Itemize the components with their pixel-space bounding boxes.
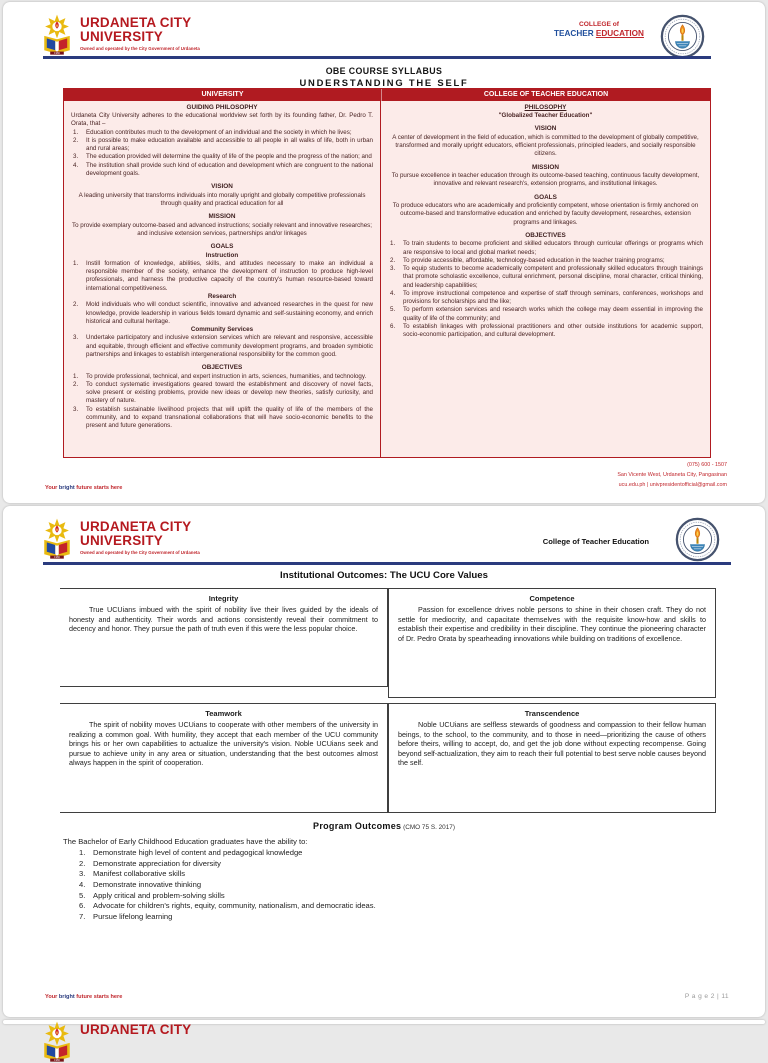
core-value-name: Transcendence <box>524 709 580 718</box>
core-value-text: Noble UCUians are selfless stewards of goodness and compassion to their fellow human beings, to the school, to the community, and to those in need—prioritizing the cause of others before theirs, willing to accept, do, and get the job done without expecting recompense. Going beyond self-actualization, they aim to reach their full potential to best serve noble causes beyond the self. <box>398 719 706 768</box>
list-item: 3. Manifest collaborative skills <box>79 869 186 879</box>
university-logo <box>40 518 200 560</box>
page-3 <box>3 1020 765 1037</box>
program-outcomes-reference: (CMO 75 S. 2017) <box>401 824 455 831</box>
doc-title-line2: UNDERSTANDING THE SELF <box>299 77 469 88</box>
list-item: 5. Apply critical and problem-solving skills <box>79 890 225 900</box>
university-tagline: Owned and operated by the City Government of Urdaneta <box>80 45 200 51</box>
university-emblem-icon <box>40 518 74 560</box>
list-item: 2. To provide accessible, affordable, technology-based education in the teacher training programs; <box>390 256 665 264</box>
slogan-part3: future starts here <box>74 485 123 491</box>
university-logo <box>40 14 200 56</box>
list-item: 1. To train students to become proficient and skilled educators through curricular offerings or programs which are responsive to local and global market needs; <box>390 240 703 256</box>
college-badge-line2 <box>540 29 658 38</box>
university-objectives-list <box>71 373 373 431</box>
institutional-outcomes-title: Institutional Outcomes: The UCU Core Values <box>280 570 488 581</box>
list-item: 4. To improve instructional competence and expertise of staff through seminars, conferences, workshops and provisions for scholarships and the like; <box>390 289 703 306</box>
university-mission-heading: MISSION <box>208 213 236 221</box>
university-logo-text <box>80 1021 191 1063</box>
college-objectives-list <box>388 240 703 339</box>
goal-subheading: Research <box>207 292 237 300</box>
list-item: 7. Pursue lifelong learning <box>79 911 173 921</box>
page-1 <box>3 2 765 503</box>
university-logo <box>40 1021 191 1063</box>
university-seal-icon <box>675 517 720 562</box>
syllabus-comparison-table <box>63 88 711 458</box>
table-header-row <box>64 89 710 101</box>
slogan-part1: Your <box>45 485 59 491</box>
college-goals-text: To produce educators who are academically and proficiently competent, whose orientation is firmly anchored on outcome-based and transformative education and enriched by faculty development, researches, extension programs and linkages. <box>392 202 699 226</box>
core-value-cell <box>388 588 716 698</box>
college-mission-text: To pursue excellence in teacher education through its outcome-based teaching, continuous faculty development, innovative and relevant research's, extension programs, and institutional linkages. <box>391 172 700 188</box>
contact-web-email: ucu.edu.ph | univpresidentofficial@gmail.com <box>618 482 727 488</box>
list-item: 4. The institution shall provide such kind of education and development which are congruent to the national development goals. <box>73 161 373 177</box>
goal-subheading: Instruction <box>205 251 239 259</box>
college-objectives-heading: OBJECTIVES <box>525 231 566 239</box>
college-vision-text: A center of development in the field of education, which is committed to the development of globally competitive, transformed and morally upright educators, efficient professionals, principled leaders, and socially responsible citizens. <box>392 133 699 158</box>
list-item: 2. Demonstrate appreciation for diversity <box>79 858 221 868</box>
core-value-cell <box>60 588 388 687</box>
list-item: 1. Education contributes much to the development of an individual and the society in which he lives; <box>73 128 352 136</box>
core-values-table <box>60 588 716 813</box>
column-header-college: COLLEGE OF TEACHER EDUCATION <box>381 89 710 101</box>
university-seal-icon <box>660 14 705 59</box>
page-2 <box>3 506 765 1017</box>
college-philosophy-heading: PHILOSOPHY <box>524 103 567 111</box>
university-tagline: Owned and operated by the City Government of Urdaneta <box>80 549 200 555</box>
university-logo-text <box>80 518 200 560</box>
university-vision-text: A leading university that transforms individuals into morally upright and globally competitive professionals through quality and practical education for all <box>78 191 366 207</box>
column-header-university: UNIVERSITY <box>201 91 244 98</box>
list-item: 2. It is possible to make education available and accessible to all people in all walks of life, both in urban and rural areas; <box>73 136 373 153</box>
list-item: 3. To establish sustainable livelihood projects that will uplift the quality of life of the members of the community, and to expand transnational collaborations that will have socio-economic benefits to the present and future generations. <box>73 405 373 430</box>
list-item: 5. To perform extension services and research works which the college may deem essential in improving the quality of life of the community; and <box>390 306 703 322</box>
core-value-text: Passion for excellence drives noble persons to shine in their chosen craft. They do not settle for mediocrity, and capacitate themselves with the requisite know-how and skills to establish their expertise and credibility in their discipline. They continue the pioneering character of Dr. Pedro Orata by spearheading innovations while building on traditions of excellence. <box>398 604 706 643</box>
university-emblem-icon <box>40 14 74 56</box>
university-name-line2: UNIVERSITY <box>80 532 164 548</box>
footer-slogan <box>45 485 122 491</box>
university-mission-text: To provide exemplary outcome-based and advanced instructions; socially relevant and innovative researches; and inclusive extension services, partnerships and/or linkages <box>72 221 372 237</box>
contact-address: San Vicente West, Urdaneta City, Pangasinan <box>617 472 727 478</box>
core-value-text: The spirit of nobility moves UCUians to cooperate with other members of the university in realizing a common goal. With humility, they accept that each member of the UCU community brings his or her own capabilities to actualize the university's vision. Noble UCUians seek and pursue to achieve unity in any area or situation, understanding that the best outcomes almost always happen in the spirit of cooperation. <box>69 719 378 768</box>
contact-block <box>617 460 727 490</box>
program-outcomes-list <box>77 848 695 922</box>
slogan-part2: bright <box>58 485 75 491</box>
footer-slogan <box>45 994 122 1000</box>
college-goals-heading: GOALS <box>534 193 557 201</box>
university-objectives-heading: OBJECTIVES <box>201 364 243 372</box>
list-item: 3. The education provided will determine the quality of life of the people and the progress of the nation; and <box>73 153 372 161</box>
contact-phone: (075) 600 - 1507 <box>687 462 727 468</box>
college-badge-word-education: EDUCATION <box>595 28 644 38</box>
list-item: 2. To conduct systematic investigations geared toward the establishment and discovery of novel facts, solve present or existing problems, provide new ideas or develop new theories, satisfy curiosity, and mastery of nature. <box>73 380 373 405</box>
college-badge-line1: COLLEGE of <box>579 21 619 28</box>
university-vision-heading: VISION <box>211 183 233 191</box>
slogan-part2: bright <box>58 994 75 1000</box>
college-philosophy-quote: "Globalized Teacher Education" <box>498 112 593 120</box>
program-outcomes-label: Program Outcomes <box>313 821 402 831</box>
list-item: 1. To provide professional, technical, and expert instruction in arts, sciences, humanities, and technology. <box>73 372 367 380</box>
goal-subheading: Community Services <box>190 326 254 334</box>
slogan-part3: future starts here <box>74 994 123 1000</box>
list-item: 6. To establish linkages with professional practitioners and other outside institutions for academic support, socio-economic participation, and cultural development. <box>390 322 703 339</box>
college-badge-word-teacher: TEACHER <box>554 28 594 38</box>
guiding-philosophy-list <box>71 129 373 179</box>
core-value-name: Teamwork <box>205 709 242 718</box>
college-column <box>381 101 710 457</box>
college-badge <box>540 21 658 38</box>
university-emblem-icon <box>40 1021 74 1063</box>
document-title <box>3 66 765 88</box>
core-value-cell <box>60 703 388 813</box>
header-divider <box>43 56 711 59</box>
university-name-line2: UNIVERSITY <box>80 28 164 44</box>
core-value-text: True UCUians imbued with the spirit of nobility live their lives guided by the ideals of honesty and authenticity. Their words and actions consistently reveal their commitment to decency and honor. They pursue the path of truth even if this were the less popular choice. <box>69 604 378 634</box>
slogan-part1: Your <box>45 994 59 1000</box>
university-goals-heading: GOALS <box>210 243 234 251</box>
college-label: College of Teacher Education <box>542 537 649 546</box>
doc-title-line1: OBE COURSE SYLLABUS <box>325 66 443 76</box>
list-item: 3. Undertake participatory and inclusive extension services which are relevant and responsive, accessible and equitable, through efficient and effective community development programs, and broaden symbiotic partnerships and linkages to establish intergenerational responsibility for the common good. <box>73 334 373 358</box>
core-value-cell <box>388 703 716 813</box>
page-number: P a g e 2 | 11 <box>684 993 729 1000</box>
university-name-line1: URDANETA CITY <box>80 15 192 30</box>
university-column <box>64 101 381 457</box>
college-mission-heading: MISSION <box>532 163 559 171</box>
core-value-name: Competence <box>529 594 575 603</box>
university-goals-list <box>71 252 373 360</box>
list-item: 1. Demonstrate high level of content and pedagogical knowledge <box>79 848 303 857</box>
guiding-philosophy-heading: GUIDING PHILOSOPHY <box>186 103 258 111</box>
list-item: 6. Advocate for children's rights, equity, community, nationalism, and democratic ideas. <box>79 901 376 911</box>
list-item: 1. Instill formation of knowledge, abilities, skills, and attitudes necessary to make an individual a responsible member of the society, enhance the development of instruction to produce high-level professionals, and harness the productive capacity of the country's human resource-based toward international competitiveness. <box>73 259 373 292</box>
list-item: 2. Mold individuals who will conduct scientific, innovative and advanced researches in the quest for new knowledge, provide leadership in various fields toward dynamic and self-sustaining economy, and enrich historical and cultural heritage. <box>73 301 373 325</box>
university-logo-text <box>80 14 200 56</box>
university-name-line1: URDANETA CITY <box>80 519 192 534</box>
header-divider <box>43 562 731 565</box>
list-item: 4. Demonstrate innovative thinking <box>79 879 202 889</box>
core-value-name: Integrity <box>208 594 239 603</box>
list-item: 3. To equip students to become academically competent and professionally skilled educators through trainings that promote scholastic excellence, cultural enrichment, personal discipline, moral character, critical thinking, and leadership capabilities; <box>390 265 703 289</box>
program-outcomes-title <box>3 816 765 834</box>
university-name-line1: URDANETA CITY <box>80 1022 192 1037</box>
college-vision-heading: VISION <box>534 125 557 133</box>
guiding-philosophy-intro: Urdaneta City University adheres to the educational worldview set forth by its founding father, Dr. Pedro T. Orata, that – <box>71 112 373 128</box>
program-outcomes-intro: The Bachelor of Early Childhood Education graduates have the ability to: <box>63 837 308 846</box>
